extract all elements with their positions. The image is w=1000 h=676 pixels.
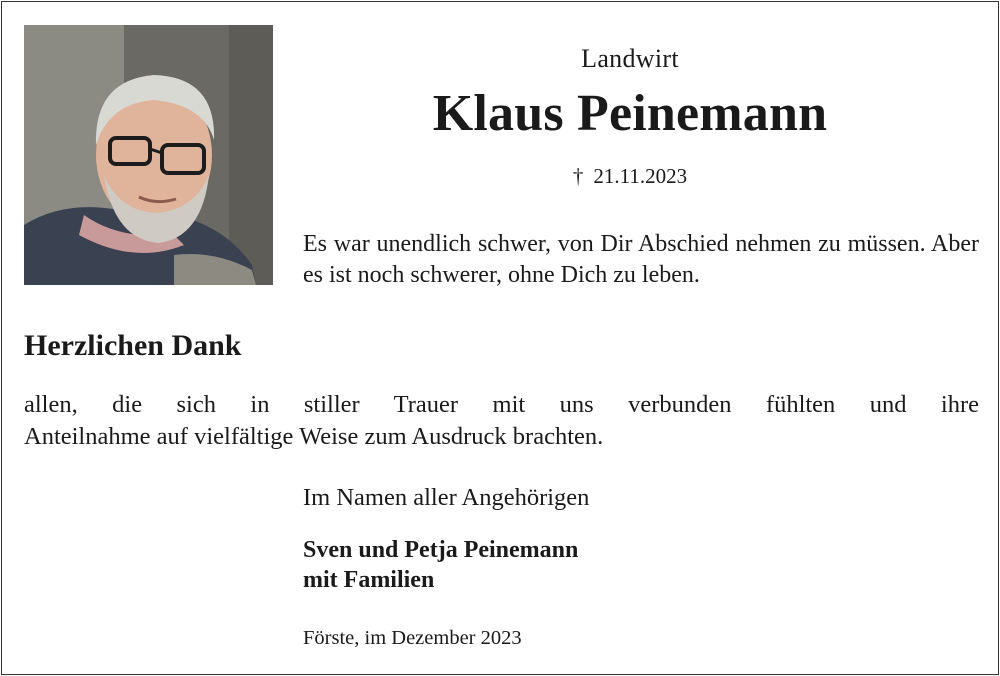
- quote-text: Es war unendlich schwer, von Dir Abschied nehmen zu müssen. Aber es ist noch schwerer, ohne Dich zu leben.: [303, 231, 979, 288]
- thanks-line-1: allen, die sich in stiller Trauer mit uns verbunden fühlten und ihre: [24, 391, 979, 418]
- signers-line-1: Sven und Petja Peinemann: [303, 537, 579, 563]
- death-date: [300, 164, 960, 189]
- on-behalf-text: Im Namen aller Angehörigen: [303, 484, 590, 511]
- deceased-name: Klaus Peinemann: [432, 85, 828, 142]
- occupation: Landwirt: [581, 44, 679, 73]
- death-date-value: 21.11.2023: [593, 164, 688, 188]
- signers: [303, 535, 578, 595]
- portrait-photo: [24, 25, 273, 285]
- place-and-date: Förste, im Dezember 2023: [303, 627, 522, 649]
- cross-icon: †: [572, 164, 584, 188]
- thanks-line-2: Anteilnahme auf vielfältige Weise zum Ausdruck brachten.: [24, 423, 604, 450]
- thanks-heading: Herzlichen Dank: [24, 329, 242, 362]
- signers-line-2: mit Familien: [303, 567, 435, 593]
- thanks-text: [24, 389, 979, 453]
